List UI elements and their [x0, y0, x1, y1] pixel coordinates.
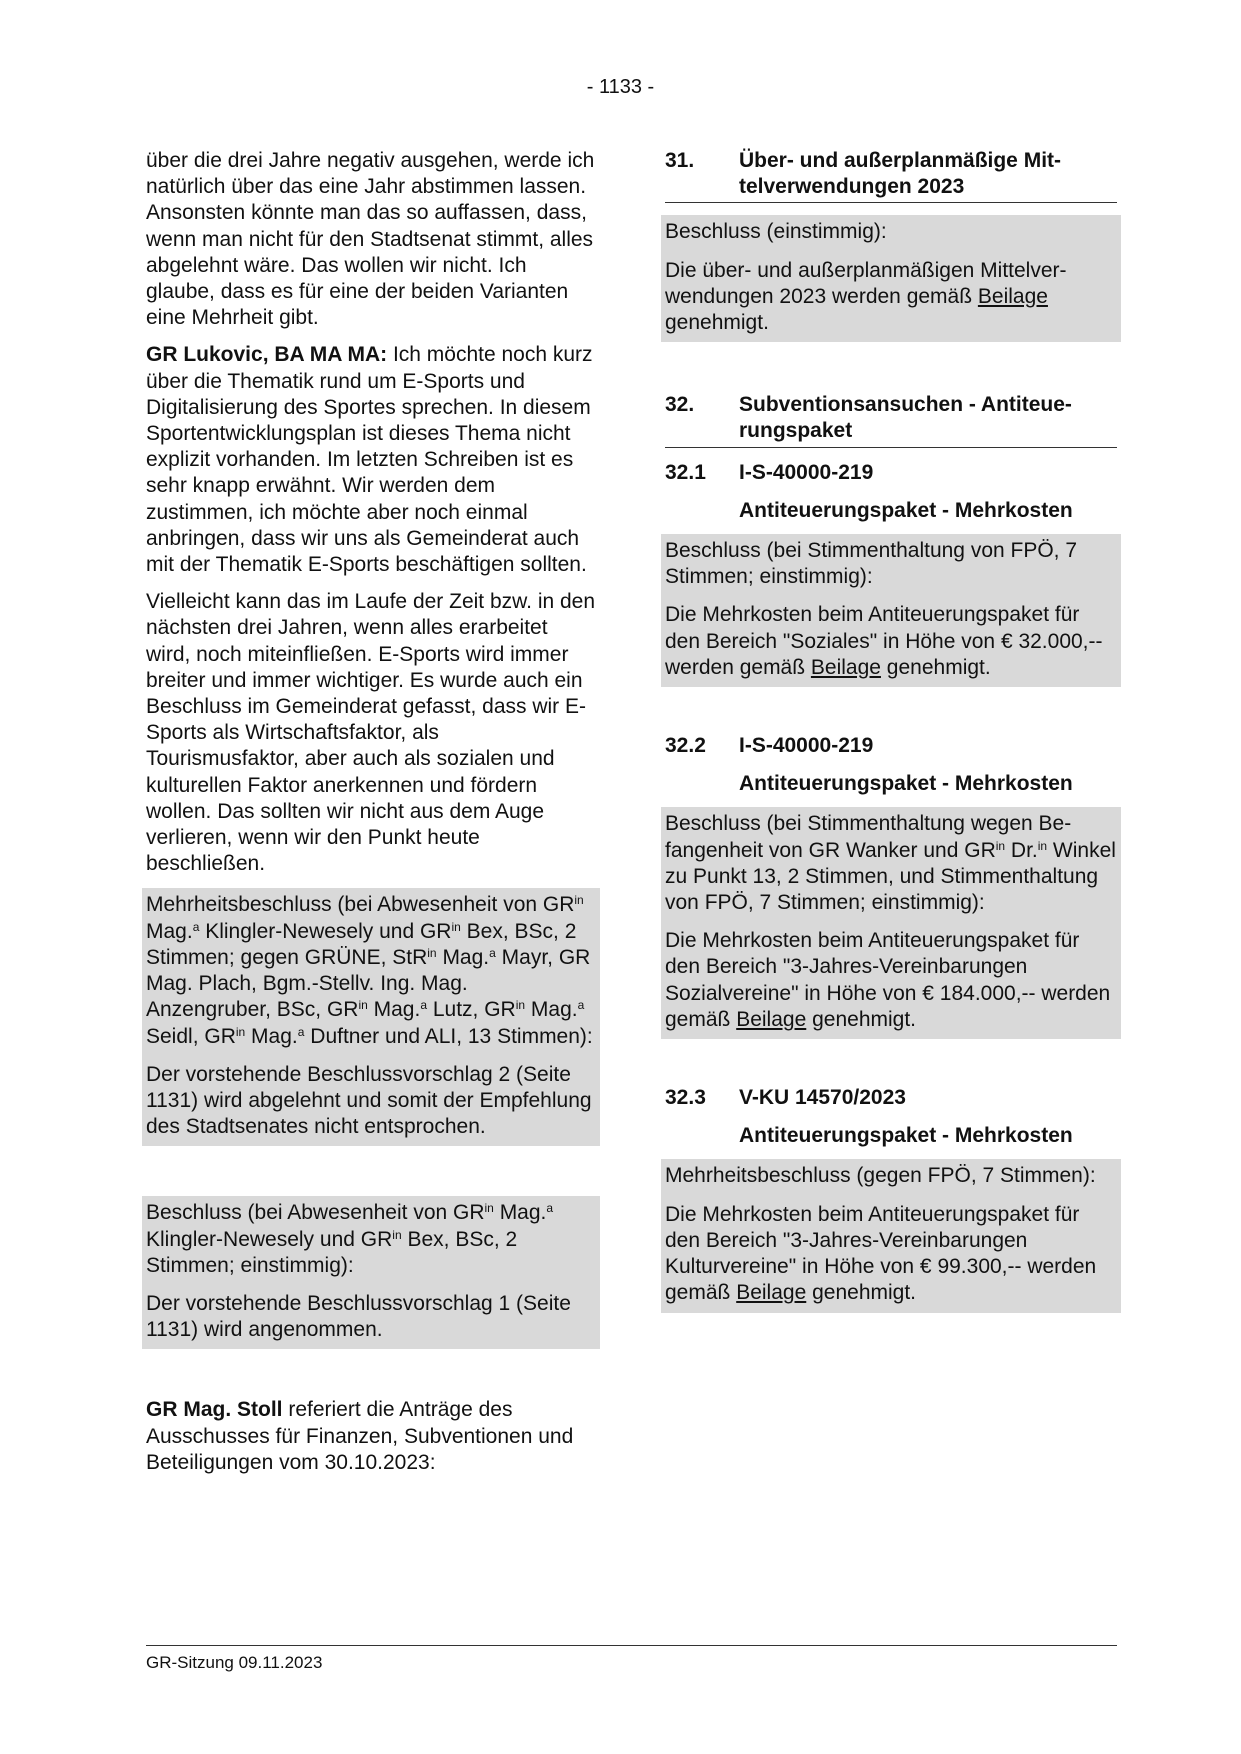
- subsection-number: 32.3: [665, 1086, 706, 1110]
- resolution-heading: Beschluss (bei Stimmenthaltung wegen Befangenheit von GR Wanker und $GR^{in}$ Dr.$^{in}$ Winkel zu Punkt 13, 2 Stimmen, und Stimmenthaltung von FPÖ, 7 Stimmen; einstimmig):: [665, 812, 1116, 915]
- resolution-heading: Beschluss (einstimmig):: [665, 220, 887, 244]
- resolution-text: Die Mehrkosten beim Antiteuerungspaket für den Bereich "3-Jahres-Vereinbarungen Kulturvereine" in Höhe von € 99.300,-- werden gemäß Beilage genehmigt.: [665, 1202, 1097, 1305]
- subsection-32-3-heading: [665, 1085, 1117, 1111]
- footer-session-date: GR-Sitzung 09.11.2023: [146, 1653, 323, 1672]
- resolution-text: Die Mehrkosten beim Antiteuerungspaket für den Bereich "3-Jahres-Vereinbarungen Sozialvereine" in Höhe von € 184.000,-- werden gemäß Beilage genehmigt.: [665, 929, 1111, 1031]
- section-title: Über- und außerplanmäßige Mittelverwendungen 2023: [739, 149, 1062, 199]
- beilage-link[interactable]: Beilage: [977, 284, 1048, 308]
- left-column: [146, 148, 596, 1487]
- resolution-box: [142, 888, 600, 1146]
- subsection-subtitle: Antiteuerungspaket - Mehrkosten: [739, 1124, 1073, 1148]
- speaker-name: GR Mag. Stoll: [146, 1398, 283, 1422]
- resolution-box: [661, 534, 1121, 687]
- subsection-code: V-KU 14570/2023: [739, 1086, 906, 1110]
- paragraph-stoll: [146, 1397, 596, 1476]
- resolution-heading: Beschluss (bei Abwesenheit von $GR^{in}$ Mag.$^a$ Klingler-Newesely und $GR^{in}$ Bex, BSc, 2 Stimmen; einstimmig):: [146, 1201, 554, 1277]
- speech-text: Ich möchte noch kurz über die Thematik rund um E-Sports und Digitalisierung des Sportes sprechen. In diesem Sportentwicklungsplan ist dieses Thema nicht explizit vorhanden. Im letzten Schreiben ist es sehr knapp erwähnt. Wir werden dem zustimmen, ich möchte aber noch einmal anbringen, dass wir uns als Gemeinderat auch mit der Thematik E-Sports beschäftigen sollten.: [146, 343, 593, 577]
- page-number: - 1133 -: [586, 76, 655, 98]
- footer-divider: [146, 1645, 1117, 1646]
- right-column: [665, 148, 1117, 1313]
- section-number: 31.: [665, 149, 695, 172]
- beilage-link[interactable]: Beilage: [810, 655, 881, 679]
- subsection-32-1-heading: [665, 460, 1117, 486]
- section-title: Subventionsansuchen - Antiteuerungspaket: [739, 393, 1072, 443]
- resolution-text: Die Mehrkosten beim Antiteuerungspaket für den Bereich "Soziales" in Höhe von € 32.000,-- werden gemäß Beilage genehmigt.: [665, 603, 1103, 679]
- resolution-heading: Beschluss (bei Stimmenthaltung von FPÖ, 7 Stimmen; einstimmig):: [665, 539, 1078, 589]
- subsection-number: 32.2: [665, 734, 706, 758]
- resolution-text: Die über- und außerplanmäßigen Mittelverwendungen 2023 werden gemäß Beilage genehmigt.: [665, 258, 1067, 335]
- resolution-box: [142, 1196, 600, 1349]
- speech-text: referiert die Anträge des Ausschusses für Finanzen, Subventionen und Beteiligungen vom 30.10.2023:: [146, 1398, 574, 1474]
- paragraph-lukovic: [146, 342, 596, 578]
- resolution-text: Der vorstehende Beschlussvorschlag 2 (Seite 1131) wird abgelehnt und somit der Empfehlung des Stadtsenates nicht entsprochen.: [146, 1062, 592, 1139]
- beilage-link[interactable]: Beilage: [736, 1007, 807, 1031]
- subsection-number: 32.1: [665, 460, 706, 484]
- subsection-32-2-heading: [665, 733, 1117, 759]
- paragraph: Vielleicht kann das im Laufe der Zeit bzw. in den nächsten drei Jahren, wenn alles erarbeitet wird, noch miteinfließen. E-Sports wird immer breiter und immer wichtiger. Es wurde auch ein Beschluss im Gemeinderat gefasst, dass wir E-Sports als Wirtschaftsfaktor, als Tourismusfaktor, aber auch als sozialen und kulturellen Faktor anerkennen und fördern wollen. Das sollten wir nicht aus dem Auge verlieren, wenn wir den Punkt heute beschließen.: [146, 590, 596, 876]
- section-32-heading: [665, 392, 1117, 447]
- section-number: 32.: [665, 393, 695, 417]
- resolution-heading: Mehrheitsbeschluss (bei Abwesenheit von $GR^{in}$ Mag.$^a$ Klingler-Newesely und $GR^{in}$ Bex, BSc, 2 Stimmen; gegen GRÜNE, StR$^{in}$ Mag.$^a$ Mayr, GR Mag. Plach, Bgm.-Stellv. Ing. Mag. Anzengruber, BSc, $GR^{in}$ Mag.$^a$ Lutz, $GR^{in}$ Mag.$^a$ Seidl, $GR^{in}$ Mag.$^a$ Duftner und ALI, 13 Stimmen):: [146, 893, 593, 1048]
- beilage-link[interactable]: Beilage: [736, 1281, 807, 1305]
- subsection-code: I-S-40000-219: [739, 734, 874, 758]
- subsection-subtitle: Antiteuerungspaket - Mehrkosten: [739, 498, 1073, 522]
- subsection-code: I-S-40000-219: [739, 460, 874, 484]
- section-31-heading: [665, 148, 1117, 203]
- speaker-name: GR Lukovic, BA MA MA:: [146, 343, 388, 367]
- resolution-text: Der vorstehende Beschlussvorschlag 1 (Seite 1131) wird angenommen.: [146, 1291, 571, 1342]
- subsection-subtitle: Antiteuerungspaket - Mehrkosten: [739, 772, 1073, 796]
- resolution-box: [661, 807, 1121, 1039]
- resolution-heading: Mehrheitsbeschluss (gegen FPÖ, 7 Stimmen):: [665, 1164, 1096, 1188]
- paragraph: über die drei Jahre negativ ausgehen, werde ich natürlich über das eine Jahr abstimmen lassen. Ansonsten könnte man das so auffassen, dass, wenn man nicht für den Stadtsenat stimmt, alles abgelehnt wäre. Das wollen wir nicht. Ich glaube, dass es für eine der beiden Varianten eine Mehrheit gibt.: [146, 149, 595, 330]
- resolution-box: [661, 215, 1121, 342]
- resolution-box: [661, 1159, 1121, 1312]
